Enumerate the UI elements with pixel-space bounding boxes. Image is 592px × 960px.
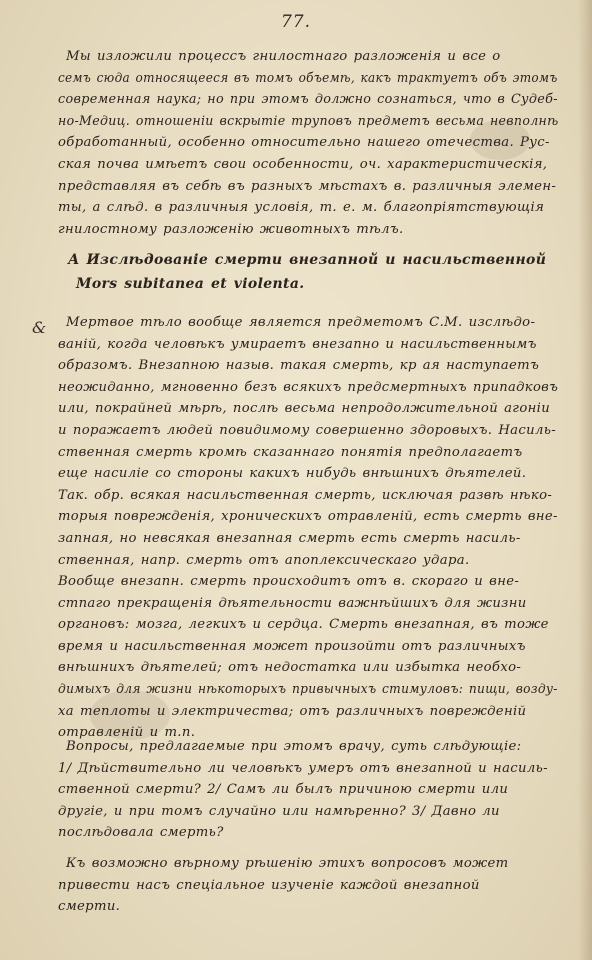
text-line: ственная, напр. смерть отъ апоплексическаго удара.	[58, 552, 470, 568]
text-line: Так. обр. всякая насильственная смерть, исключая развѣ нѣко-	[58, 487, 553, 503]
heading-latin: Mors subitanea et violenta.	[76, 276, 305, 292]
page-number: 77.	[280, 12, 312, 32]
text-line: послѣдовала смерть?	[58, 825, 224, 841]
paragraph-definition	[58, 312, 558, 571]
page-edge-shadow	[578, 0, 592, 960]
text-line: или, покрайней мѣрѣ, послѣ весьма непродолжительной агоніи	[58, 401, 551, 417]
text-line: но-Медиц. отношеніи вскрытіе труповъ предметъ весьма невполнѣ	[58, 113, 559, 129]
text-line: 1/ Дѣйствительно ли человѣкъ умеръ отъ внезапной и насиль-	[58, 760, 548, 776]
text-line: ваній, когда человѣкъ умираетъ внезапно и насильственнымъ	[58, 336, 537, 352]
text-line: привести насъ спеціальное изученіе каждой внезапной	[58, 877, 480, 893]
text-line: органовъ: мозга, легкихъ и сердца. Смерть внезапная, въ тоже	[58, 617, 549, 633]
paragraph-causes	[58, 571, 558, 744]
text-line: ская почва имѣетъ свои особенности, оч. характеристическія,	[58, 156, 548, 172]
text-line: отравленій и т.п.	[58, 725, 196, 741]
paragraph-decomposition	[58, 46, 558, 240]
text-line: гнилостному разложенію животныхъ тѣлъ.	[58, 221, 404, 237]
text-line: стпаго прекращенія дѣятельности важнѣйшихъ для жизни	[58, 595, 527, 611]
text-line: неожиданно, мгновенно безъ всякихъ предсмертныхъ припадковъ	[58, 379, 559, 395]
text-line: запная, но невсякая внезапная смерть есть смерть насиль-	[58, 530, 521, 546]
text-line: обработанный, особенно относительно нашего отечества. Рус-	[58, 135, 550, 151]
paragraph-conclusion	[58, 853, 558, 918]
text-line: димыхъ для жизни нѣкоторыхъ привычныхъ стимуловъ: пищи, возду-	[58, 681, 558, 697]
text-line: современная наука; но при этомъ должно сознаться, что в Судеб-	[58, 92, 558, 108]
text-line: представляя въ себѣ въ разныхъ мѣстахъ в. различныя элемен-	[58, 178, 557, 194]
text-line: ха теплоты и электричества; отъ различныхъ поврежденій	[58, 703, 527, 719]
text-line: торыя поврежденія, хроническихъ отравленій, есть смерть вне-	[58, 509, 558, 525]
text-line: Къ возможно вѣрному рѣшенію этихъ вопросовъ может	[66, 856, 509, 871]
text-line: Вопросы, предлагаемые при этомъ врачу, суть слѣдующіе:	[66, 739, 522, 754]
paragraph-questions	[58, 736, 558, 844]
text-line: Вообще внезапн. смерть происходитъ отъ в. скораго и вне-	[58, 574, 520, 589]
text-line: и поражаетъ людей повидимому совершенно здоровыхъ. Насиль-	[58, 422, 557, 438]
text-line: ственной смерти? 2/ Самъ ли былъ причиною смерти или	[58, 782, 509, 798]
heading-russian: А Изслѣдованіе смерти внезапной и насильственной	[68, 252, 547, 268]
text-line: Мы изложили процессъ гнилостнаго разложенія и все о	[66, 49, 501, 64]
text-line: ты, а слѣд. в различныя условія, т. е. м. благопріятствующія	[58, 200, 545, 216]
text-line: еще насиліе со стороны какихъ нибудь внѣшнихъ дѣятелей.	[58, 466, 527, 482]
text-line: ственная смерть кромѣ сказаннаго понятія предполагаетъ	[58, 444, 523, 460]
text-line: внѣшнихъ дѣятелей; отъ недостатка или избытка необхо-	[58, 660, 522, 676]
section-heading	[68, 250, 546, 298]
text-line: Мертвое тѣло вообще является предметомъ С.М. изслѣдо-	[66, 315, 536, 330]
text-line: семъ сюда относящееся въ томъ объемѣ, какъ трактуетъ объ этомъ	[58, 70, 558, 86]
margin-mark: &	[32, 318, 47, 337]
text-line: время и насильственная может произойти отъ различныхъ	[58, 638, 526, 654]
text-line: другіе, и при томъ случайно или намѣренно? 3/ Давно ли	[58, 803, 500, 819]
text-line: образомъ. Внезапною назыв. такая смерть, кр ая наступаетъ	[58, 358, 540, 374]
text-line: смерти.	[58, 899, 121, 915]
